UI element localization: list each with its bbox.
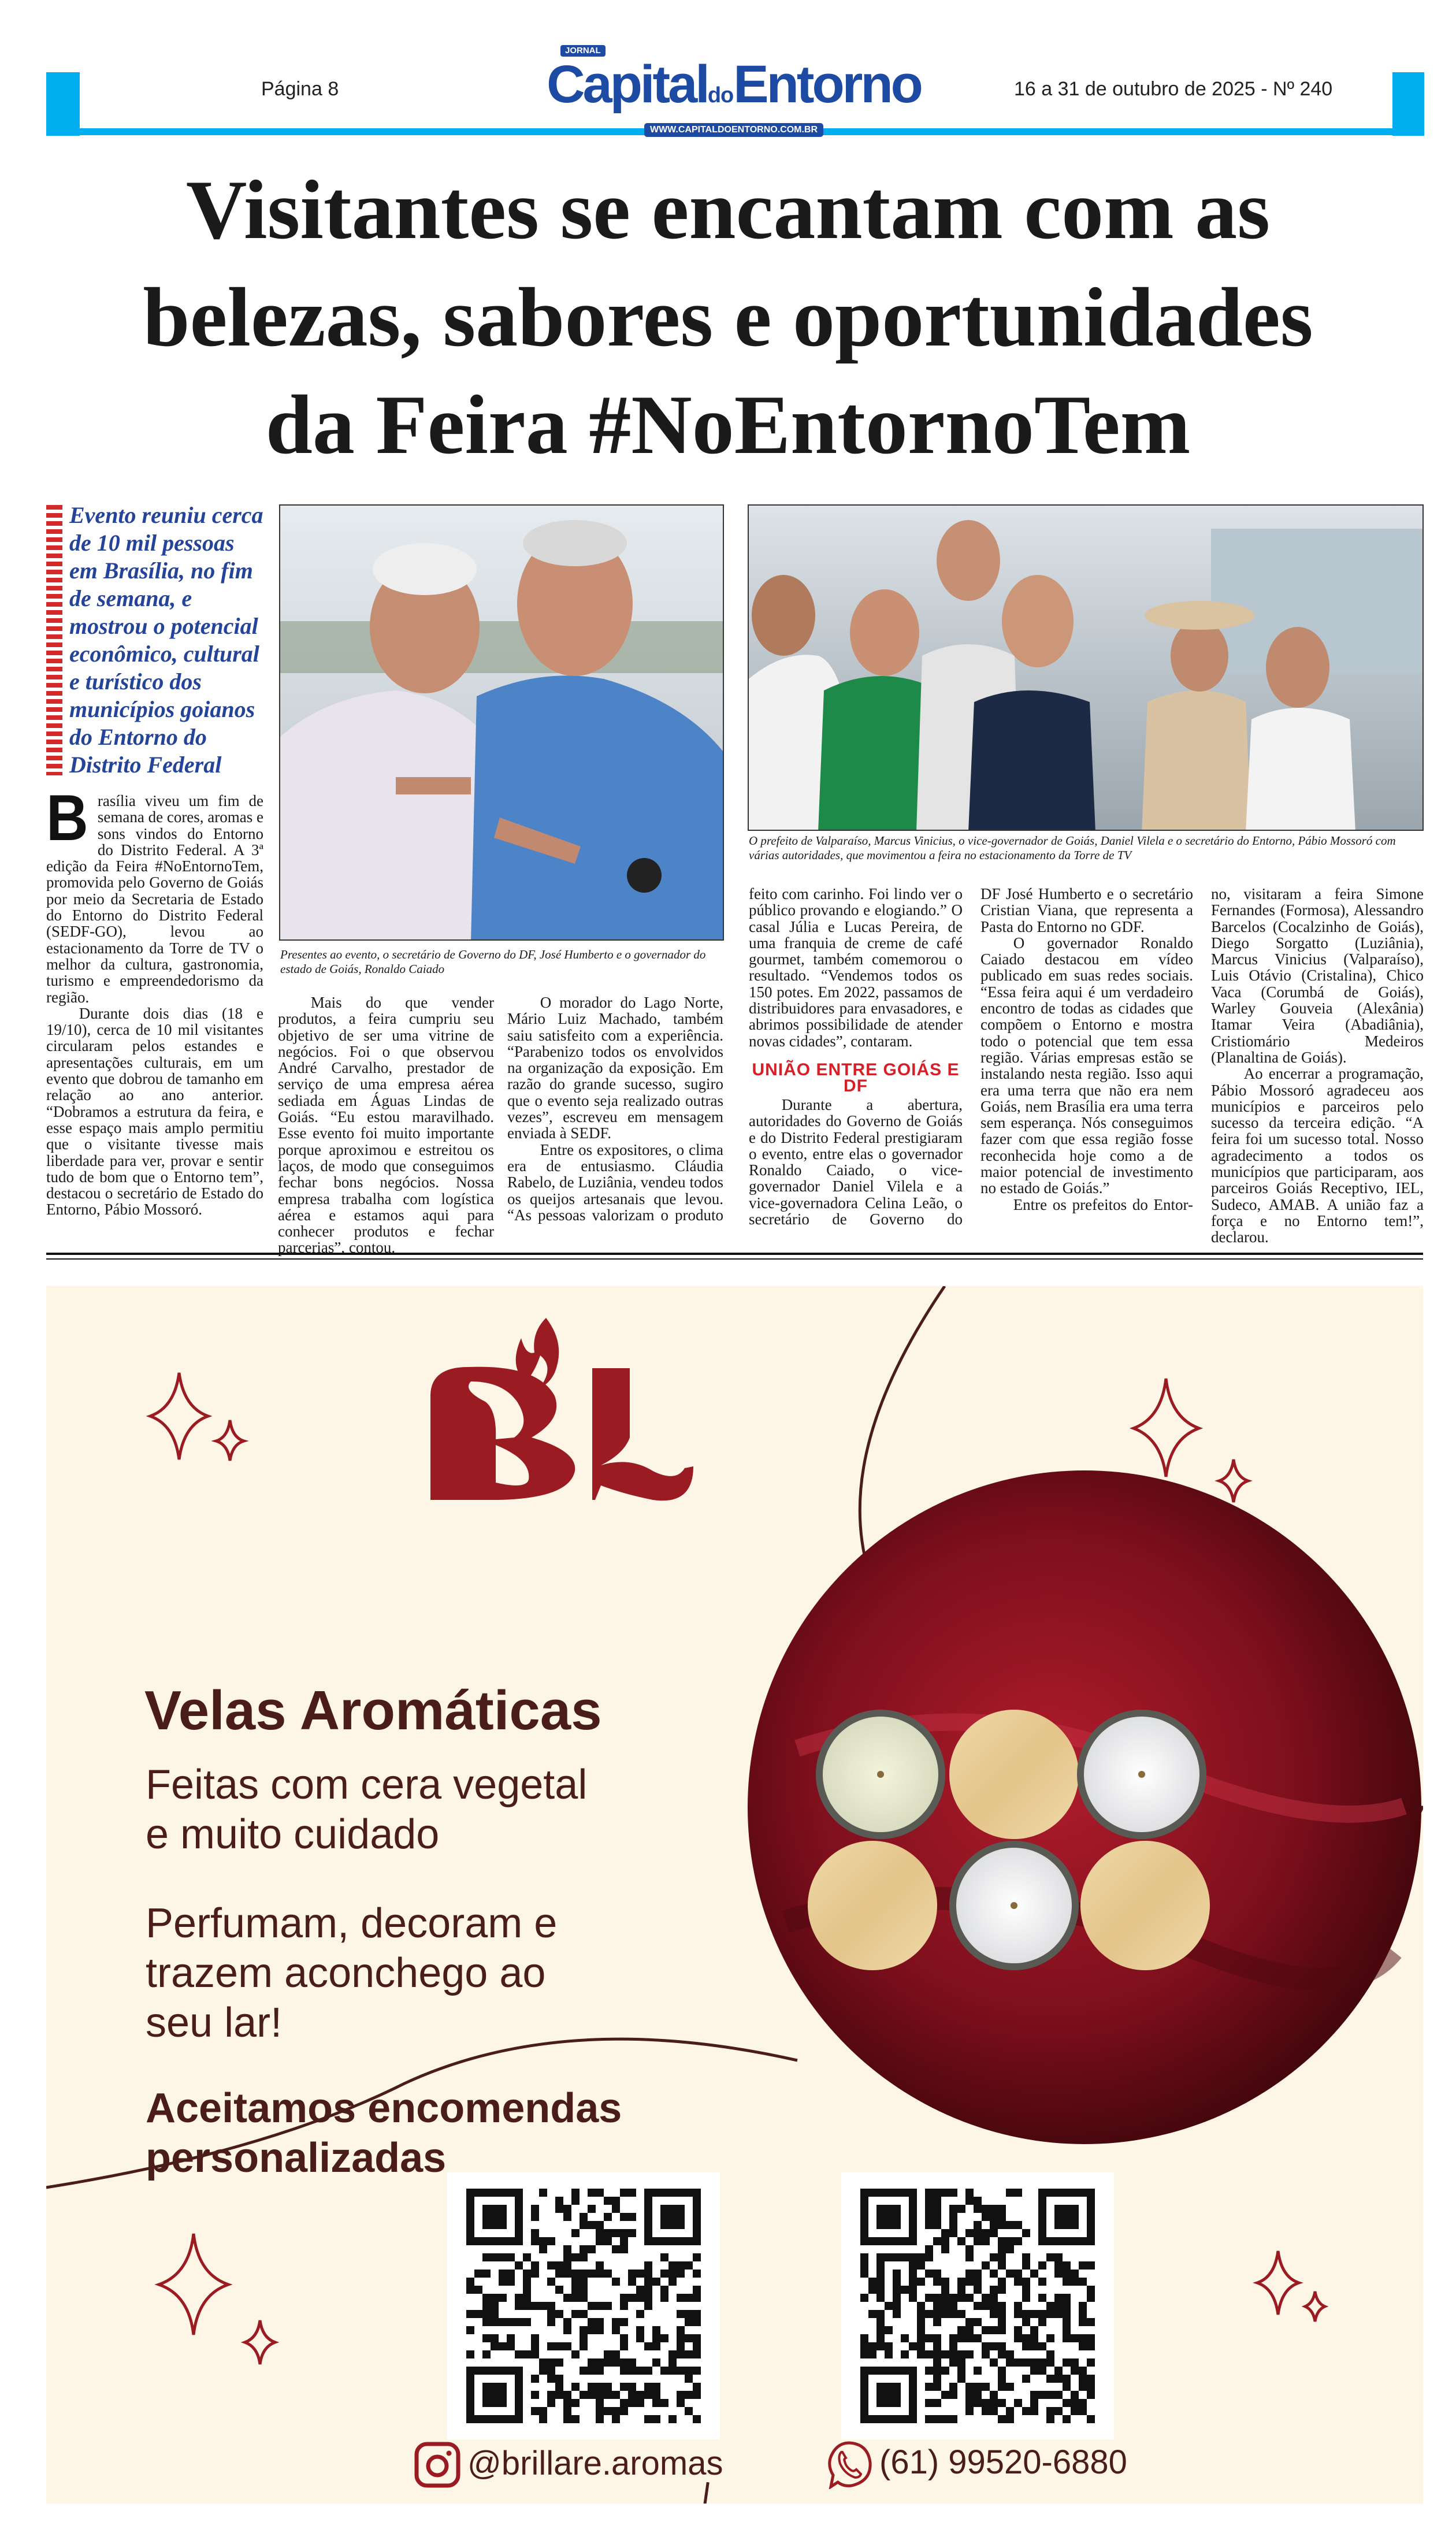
- paragraph: Mais do que vender produtos, a feira cumpriu seu objetivo de ser uma vitrine de negócios. Foi o que observou André Carvalho, prestador de serviço de uma empresa aérea sediada em Águas Lindas de Goiás. “Eu estou maravilhado. Esse evento foi muito importante porque aproximou e estreitou os laços, de modo que conseguimos fechar bons negócios. Nossa empresa trabalha com logística aérea e estamos aqui para conhecer produtos e fechar parcerias”, contou.: [278, 994, 494, 1257]
- photo-image: [280, 506, 724, 941]
- photo-officials-pointing: [279, 504, 724, 941]
- sparkle-icon: [1257, 2251, 1299, 2315]
- qr-modules: [860, 2189, 1095, 2423]
- article-column-6: [1211, 886, 1424, 1246]
- sparkle-icon: [245, 2320, 275, 2364]
- paragraph: Entre os expositores, o clima era de entusiasmo. Cláudia Rabelo, de Luziânia, vendeu todos os queijos artesanais que levou. “As pessoas valorizam o produto: [507, 1141, 723, 1224]
- headline-line: belezas, sabores e oportunidades: [143, 270, 1313, 364]
- paragraph: Durante dois dias (18 e 19/10), cerca de 10 mil visitantes circularam pelos estandes e apresentações culturais, em um evento que dobrou de tamanho em relação ao ano anterior. “Dobramos a estrutura da feira, e esse espaço mais amplo permitiu que o visitante tivesse mais liberdade para ver, provar e sentir tudo de bom que o Entorno tem”, destacou o secretário de Estado do Entorno, Pábio Mossoró.: [46, 1004, 263, 1219]
- phone-number[interactable]: (61) 99520-6880: [879, 2443, 1127, 2481]
- sparkle-icon: [1219, 1459, 1248, 1502]
- header-right-bar: [1392, 72, 1424, 136]
- candles-photo: [748, 1470, 1421, 2144]
- paragraph: O morador do Lago Norte, Mário Luiz Machado, também saiu satisfeito com a experiência. “Parabenizo todos os envolvidos na organização da exposição. Em razão do grande sucesso, sugiro que o evento seja realizado outras vezes”, escreveu em mensagem enviada à SEDF.: [507, 994, 723, 1142]
- ad-text-block: [146, 1760, 587, 1859]
- ad-text-block: [146, 2083, 622, 2183]
- candle: [1077, 1710, 1206, 1839]
- header-left-bar: [46, 72, 80, 136]
- logo-name: [508, 55, 959, 122]
- qr-code-whatsapp[interactable]: [841, 2172, 1114, 2439]
- sparkle-icon: [216, 1420, 244, 1461]
- drop-cap: B: [46, 782, 88, 854]
- logo-part-entorno: Entorno: [733, 55, 921, 114]
- ad-decoration: [46, 1286, 1423, 2504]
- section-subheading: UNIÃO ENTRE GOIÁS E DF: [752, 1060, 960, 1095]
- ad-line: personalizadas: [146, 2135, 447, 2181]
- ad-line: trazem aconchego ao: [146, 1950, 546, 1996]
- page-number: Página 8: [261, 78, 339, 100]
- photo-group-authorities: [748, 504, 1424, 831]
- logo-url[interactable]: WWW.CAPITALDOENTORNO.COM.BR: [644, 123, 823, 137]
- sparkle-icon: [1134, 1379, 1199, 1477]
- paragraph: Durante a abertura, autoridades do Governo de Goiás e do Distrito Federal prestigiaram o evento, entre elas o governador Ronaldo Caiado, o vice-governador Daniel Vilela e a vice-governadora Celina Leão, o secretário de Governo do: [749, 1095, 963, 1228]
- ad-line: e muito cuidado: [146, 1811, 440, 1858]
- ad-title: Velas Aromáticas: [144, 1680, 602, 1741]
- sparkle-icon: [150, 1373, 208, 1459]
- edition-date: 16 a 31 de outubro de 2025 - Nº 240: [1014, 78, 1333, 100]
- instagram-icon: [414, 2442, 460, 2488]
- headline-line: Visitantes se encantam com as: [185, 163, 1271, 257]
- paragraph: feito com carinho. Foi lindo ver o público provando e elogiando.” O casal Júlia e Lucas Pereira, de uma franquia de creme de café gourmet, também comemorou o resultado. “Vendemos todos os 150 potes. Em 2022, passamos de distribuidores para envasadores, e abrimos possibilidade de atender novas cidades”, contaram.: [749, 885, 963, 1050]
- ad-line: Perfumam, decoram e: [146, 1900, 558, 1947]
- instagram-handle[interactable]: @brillare.aromas: [467, 2445, 723, 2482]
- qr-code-instagram[interactable]: [447, 2172, 720, 2439]
- candle-lid: [1080, 1841, 1210, 1970]
- logo-letter-l: [592, 1368, 693, 1500]
- candle-lid: [949, 1710, 1079, 1839]
- sparkle-icon: [1305, 2291, 1325, 2322]
- photo-image: [749, 506, 1424, 831]
- logo-letter-b: [430, 1367, 575, 1500]
- ad-line: Aceitamos encomendas: [146, 2085, 622, 2131]
- left-column: [46, 502, 263, 1218]
- logo-jornal-label: JORNAL: [560, 45, 606, 57]
- candle: [816, 1710, 945, 1839]
- paragraph: DF José Humberto e o secretário Cristian Viana, que representa a Pasta do Entorno no GDF.: [980, 885, 1193, 935]
- paragraph: Entre os prefeitos do Entor-: [1013, 1195, 1193, 1213]
- ad-text-block: [146, 1899, 557, 2048]
- advertisement-brillare[interactable]: [46, 1286, 1423, 2504]
- deck-decorative-bar: [46, 505, 62, 775]
- article-deck: Evento reuniu cerca de 10 mil pessoas em Brasília, no fim de semana, e mostrou o potencial econômico, cultural e turístico dos municípios goianos do Entorno do Distrito Federal: [69, 502, 263, 778]
- paragraph: Ao encerrar a programação, Pábio Mossoró agradeceu aos municípios e parceiros pelo sucesso da terceira edição. “A feira foi um sucesso total. Nosso agradecimento a todos os municípios que participaram, aos parceiros Goiás Receptivo, IEL, Sudeco, AMAB. A união faz a força e no Entorno tem!”, declarou.: [1211, 1065, 1424, 1246]
- ad-line: Feitas com cera vegetal: [146, 1762, 588, 1808]
- article-column-2: [278, 994, 494, 1256]
- section-divider: [46, 1253, 1423, 1260]
- sparkle-icon: [159, 2234, 228, 2335]
- headline: [35, 156, 1421, 478]
- photo1-caption: Presentes ao evento, o secretário de Governo do DF, José Humberto e o governador do estado de Goiás, Ronaldo Caiado: [280, 948, 706, 976]
- newspaper-logo[interactable]: [508, 45, 959, 137]
- headline-line: da Feira #NoEntornoTem: [265, 378, 1191, 471]
- paragraph: O governador Ronaldo Caiado destacou em vídeo publicado em suas redes sociais. “Essa feira aqui é um verdadeiro encontro de todas as cidades que compõem o Entorno e mostra todo o potencial que tem essa região. Várias empresas estão se instalando nesta região. Isso aqui era uma terra que não era nem Goiás, nem Brasília era uma terra sem esperança. Nós conseguimos fazer com que essa região fosse reconhecida hoje como a de maior potencial de investimento no estado de Goiás.”: [980, 934, 1193, 1197]
- candle-lid: [808, 1841, 937, 1970]
- qr-code-pattern: [447, 2172, 720, 2439]
- paragraph: no, visitaram a feira Simone Fernandes (Formosa), Alessandro Barcelos (Cocalzinho de Goiás), Diego Sorgatto (Luziânia), Marcus Vinicius (Valparaíso), Luis Otávio (Cristalina), Chico Vaca (Corumbá de Goiás), Warley Gouveia (Alexânia) Itamar Veira (Abadiânia), Cristiomário Medeiros (Planaltina de Goiás).: [1211, 885, 1424, 1066]
- article-column-5: [980, 886, 1193, 1213]
- qr-code-pattern: [841, 2172, 1114, 2439]
- article-column-4: [749, 886, 963, 1227]
- logo-part-capital: Capital: [547, 55, 708, 114]
- paragraph: rasília viveu um fim de semana de cores, aromas e sons vindos do Entorno do Distrito Federal. A 3ª edição da Feira #NoEntornoTem, promovida pelo Governo de Goiás por meio da Secretaria de Estado do Entorno do Distrito Federal (SEDF-GO), levou ao estacionamento da Torre de TV o melhor da cultura, gastronomia, turismo e empreendedorismo da região.: [46, 792, 264, 1006]
- qr-modules: [466, 2189, 701, 2423]
- candle: [949, 1841, 1079, 1970]
- article-column-3: [507, 994, 723, 1223]
- article-column-1: [46, 782, 264, 1219]
- photo2-caption: O prefeito de Valparaíso, Marcus Vinicius, o vice-governador de Goiás, Daniel Vilela e o secretário do Entorno, Pábio Mossoró com várias autoridades, que movimentou a feira no estacionamento da Torre de TV: [749, 834, 1396, 862]
- brillare-logo: [430, 1318, 693, 1500]
- whatsapp-icon: [825, 2441, 872, 2489]
- ad-line: seu lar!: [146, 2000, 283, 2046]
- logo-part-do: do: [707, 83, 734, 107]
- deck-block: [46, 502, 263, 779]
